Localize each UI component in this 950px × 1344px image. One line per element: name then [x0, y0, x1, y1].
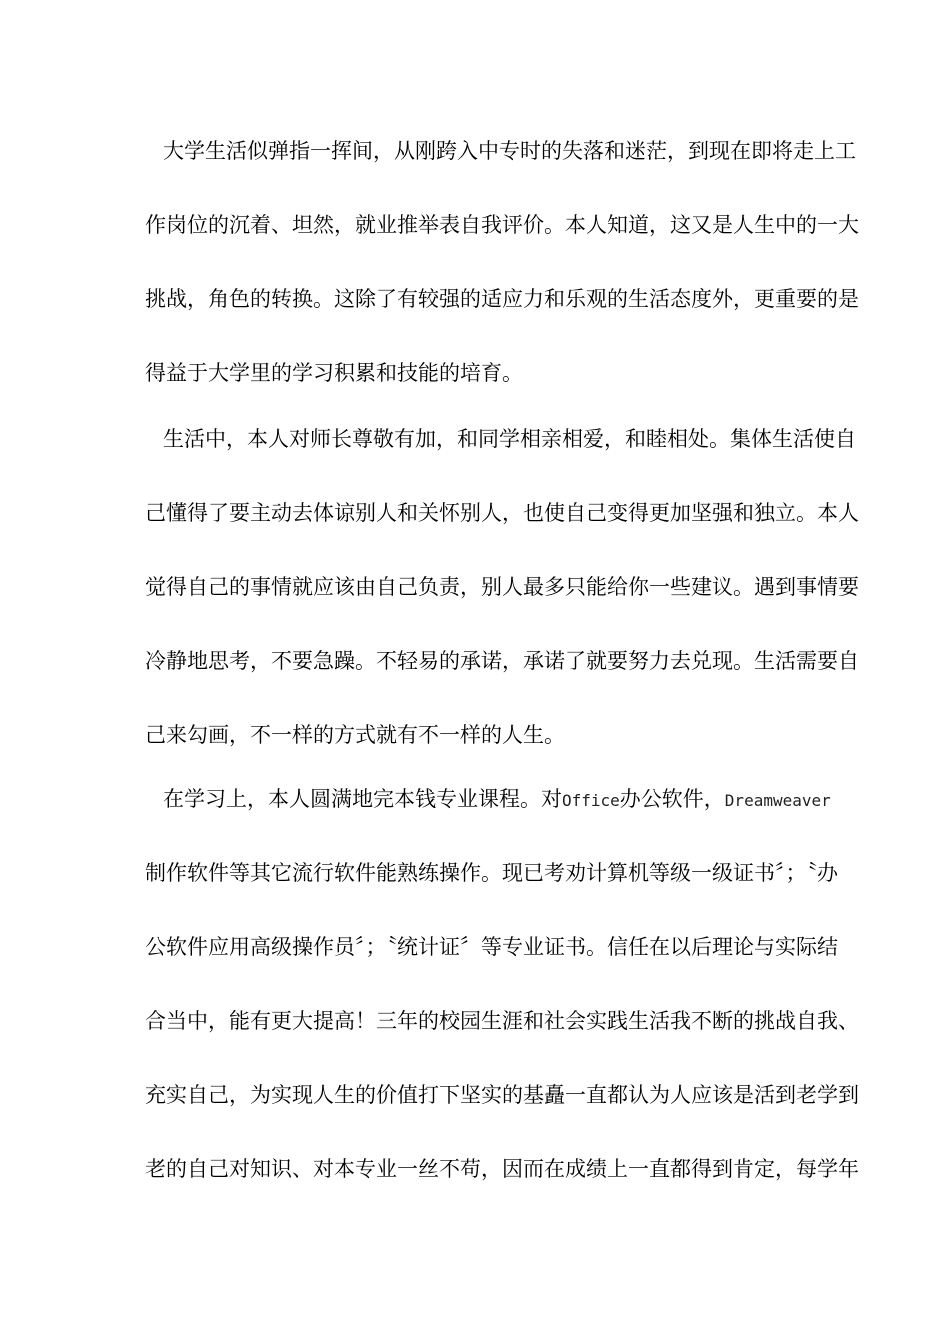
paragraph-1-line-3: 挑战，角色的转换。这除了有较强的适应力和乐观的生活态度外，更重要的是 — [145, 287, 859, 311]
dreamweaver-term: Dreamweaver — [724, 791, 831, 810]
paragraph-3-line-5: 充实自己，为实现人生的价值打下坚实的基矗一直都认为人应该是活到老学到 — [145, 1083, 859, 1107]
paragraph-2-line-1: 生活中，本人对师长尊敬有加，和同学相亲相爱，和睦相处。集体生活使自 — [163, 427, 856, 451]
paragraph-3-line-4: 合当中，能有更大提高！三年的校园生涯和社会实践生活我不断的挑战自我、 — [145, 1009, 859, 1033]
paragraph-1-line-2: 作岗位的沉着、坦然，就业推举表自我评价。本人知道，这又是人生中的一大 — [145, 213, 859, 237]
paragraph-2-line-2: 己懂得了要主动去体谅别人和关怀别人，也使自己变得更加坚强和独立。本人 — [145, 501, 859, 525]
paragraph-3-line-1-text-a: 在学习上，本人圆满地完本钱专业课程。对 — [163, 787, 562, 811]
paragraph-3-line-3: 公软件应用高级操作员〞；〝统计证〞等专业证书。信任在以后理论与实际结 — [145, 935, 838, 959]
paragraph-2-line-5: 己来勾画，不一样的方式就有不一样的人生。 — [145, 723, 565, 747]
paragraph-3-line-2: 制作软件等其它流行软件能熟练操作。现已考劝计算机等级一级证书〞；〝办 — [145, 861, 838, 885]
paragraph-2-line-4: 冷静地思考，不要急躁。不轻易的承诺，承诺了就要努力去兑现。生活需要自 — [145, 649, 859, 673]
paragraph-1-line-1: 大学生活似弹指一挥间，从刚跨入中专时的失落和迷茫，到现在即将走上工 — [163, 139, 856, 163]
paragraph-3-line-1 — [163, 784, 831, 816]
paragraph-3-line-1-text-b: 办公软件， — [619, 787, 725, 811]
paragraph-3-line-6: 老的自己对知识、对本专业一丝不苟，因而在成绩上一直都得到肯定，每学年 — [145, 1157, 859, 1181]
office-term: Office — [562, 791, 620, 810]
paragraph-2-line-3: 觉得自己的事情就应该由自己负责，别人最多只能给你一些建议。遇到事情要 — [145, 575, 859, 599]
paragraph-1-line-4: 得益于大学里的学习积累和技能的培育。 — [145, 361, 523, 385]
